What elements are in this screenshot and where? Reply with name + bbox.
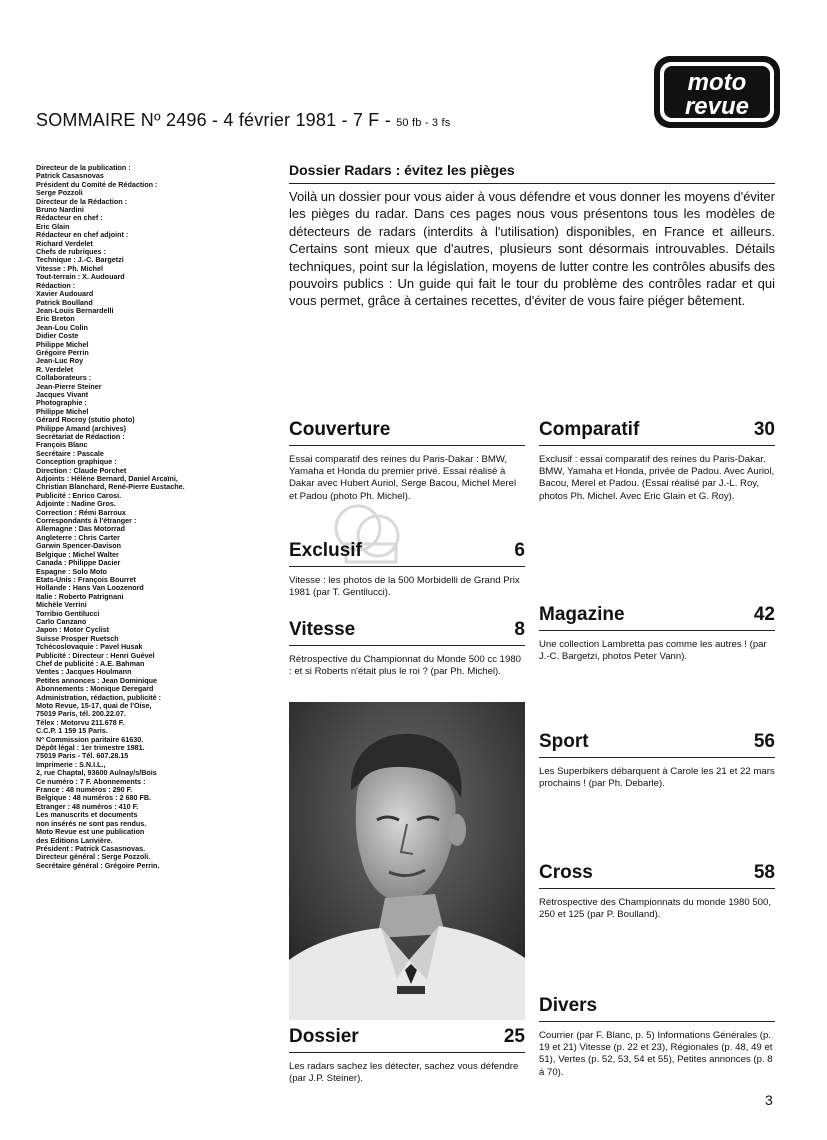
staff-line: Président du Comité de Rédaction : <box>36 180 158 189</box>
staff-line: Jean-Louis Bernardelli <box>36 306 114 315</box>
staff-line: R. Verdelet <box>36 365 74 374</box>
staff-line: Torribio Gentilucci <box>36 609 100 618</box>
section-vitesse-text: Rétrospective du Championnat du Monde 500 cc 1980 : et si Roberts n'était plus le roi ? (par Ph. Michel). <box>289 654 521 678</box>
section-cross-text: Rétrospective des Championnats du monde 1980 500, 250 et 125 (par P. Boulland). <box>539 897 771 921</box>
issue-price-foreign: 50 fb - 3 fs <box>396 117 451 129</box>
staff-line: 75019 Paris - Tél. 607.28.15 <box>36 752 129 761</box>
staff-line: Technique : J.-C. Bargetzi <box>36 256 124 265</box>
staff-line: François Blanc <box>36 441 88 450</box>
section-couverture-text: Essai comparatif des reines du Paris-Dakar : BMW, Yamaha et Honda du premier privé. Essai réalisé à Dakar avec Hubert Auriol, Serge Bacou, Michel Merel et Padou (photo Ph. Michel). <box>289 454 517 502</box>
section-exclusif-header <box>289 540 525 562</box>
staff-line: Michèle Verrini <box>36 601 87 610</box>
section-rule <box>289 445 525 446</box>
section-vitesse-header <box>289 619 525 641</box>
section-dossier-header <box>289 1026 525 1048</box>
staff-line: Conception graphique : <box>36 458 117 467</box>
staff-line: Philippe Michel <box>36 407 89 416</box>
staff-line: Espagne : Solo Moto <box>36 567 108 576</box>
staff-line: Correction : Rémi Barroux <box>36 508 126 517</box>
staff-line: Jean-Lou Colin <box>36 323 88 332</box>
staff-line: Angleterre : Chris Carter <box>36 533 120 542</box>
staff-line: Dépôt légal : 1er trimestre 1981. <box>36 744 145 753</box>
staff-line: Secrétaire : Pascale <box>36 449 104 458</box>
staff-line: Italie : Roberto Patrignani <box>36 592 124 601</box>
section-sport-text: Les Superbikers débarquent à Carole les 21 et 22 mars prochains ! (par Ph. Debarle). <box>539 766 775 790</box>
staff-line: Bruno Nardini <box>36 206 84 215</box>
section-couverture-header <box>289 419 525 441</box>
staff-line: Eric Glain <box>36 222 70 231</box>
staff-line: Secrétariat de Rédaction : <box>36 433 125 441</box>
staff-line: Xavier Audouard <box>36 290 94 299</box>
staff-line: Gérard Rocroy (stutio photo) <box>36 416 135 425</box>
section-rule <box>539 1021 775 1022</box>
staff-line: Christian Blanchard, René-Pierre Eustache. <box>36 483 185 492</box>
staff-line: Suisse Prosper Ruetsch <box>36 634 119 643</box>
staff-line: Garwin Spencer-Davison <box>36 542 122 551</box>
logo-word-moto: moto <box>687 69 747 96</box>
section-rule <box>539 757 775 758</box>
section-page: 30 <box>753 419 775 440</box>
staff-line: Directeur de la Rédaction : <box>36 197 128 206</box>
section-comparatif-text: Exclusif : essai comparatif des reines du Paris-Dakar. BMW, Yamaha et Honda, privée de Padou. Avec Auriol, Bacou, Merel et Padou. (Essai réalisé par J.-L. Roy, photos Ph. Michel. Avec Eric Glain et G. Roy). <box>539 454 775 502</box>
issue-title-text: SOMMAIRE Nº 2496 - 4 février 1981 - 7 F - <box>36 110 397 130</box>
section-title: Couverture <box>289 419 391 440</box>
staff-line: Jean-Luc Roy <box>36 357 84 366</box>
staff-line: Directeur de la publication : <box>36 164 131 172</box>
staff-line: Belgique : Michel Walter <box>36 550 119 559</box>
staff-line: Rédacteur en chef adjoint : <box>36 231 129 240</box>
staff-line: Petites annonces : Jean Dominique <box>36 676 158 685</box>
section-magazine-header <box>539 604 775 626</box>
staff-line: Eric Breton <box>36 315 75 324</box>
staff-line: Chefs de rubriques : <box>36 248 106 257</box>
issue-title <box>36 110 450 131</box>
section-page: 42 <box>753 604 775 625</box>
staff-line: Grégoire Perrin <box>36 348 89 357</box>
staff-line: Correspondants à l'étranger : <box>36 517 137 526</box>
staff-line: Photographie : <box>36 399 87 408</box>
section-rule <box>289 566 525 567</box>
staff-line: 2, rue Chaptal, 93600 Aulnay/s/Bois <box>36 769 157 778</box>
staff-line: Richard Verdelet <box>36 239 93 248</box>
staff-line: France : 48 numéros : 290 F. <box>36 786 133 795</box>
staff-line: Imprimerie : S.N.I.L., <box>36 760 106 769</box>
staff-line: Belgique : 48 numéros : 2 680 FB. <box>36 794 152 803</box>
staff-line: Tout-terrain : X. Audouard <box>36 273 125 282</box>
staff-line: des Editions Larivière. <box>36 836 113 845</box>
staff-line: Allemagne : Das Motorrad <box>36 525 126 534</box>
section-rule <box>289 1052 525 1053</box>
moto-revue-logo <box>652 54 782 130</box>
section-page: 6 <box>514 540 525 561</box>
staff-line: Vitesse : Ph. Michel <box>36 264 103 273</box>
section-title: Sport <box>539 731 589 752</box>
page-number: 3 <box>765 1092 773 1108</box>
staff-line: 75019 Paris, tél. 200.22.07. <box>36 710 126 719</box>
staff-line: Ce numéro : 7 F. Abonnements : <box>36 777 146 786</box>
section-page: 8 <box>514 619 525 640</box>
section-exclusif-text: Vitesse : les photos de la 500 Morbidelli de Grand Prix 1981 (par T. Gentilucci). <box>289 575 520 599</box>
staff-line: Rédacteur en chef : <box>36 214 103 223</box>
staff-line: Les manuscrits et documents <box>36 811 138 820</box>
staff-line: Patrick Casasnovas <box>36 172 104 181</box>
staff-line: Tchécoslovaquie : Pavel Husak <box>36 643 143 652</box>
staff-line: Jacques Vivant <box>36 390 89 399</box>
staff-line: Serge Pozzoli <box>36 189 83 198</box>
section-sport-header <box>539 731 775 753</box>
staff-line: Nº Commission paritaire 61630. <box>36 735 144 744</box>
staff-line: Collaborateurs : <box>36 374 92 383</box>
section-page: 56 <box>753 731 775 752</box>
section-title: Cross <box>539 862 593 883</box>
section-title: Dossier <box>289 1026 359 1047</box>
featured-dossier-text: Voilà un dossier pour vous aider à vous défendre et vous donner les moyens d'éviter les pièges du radar. Dans ces pages nous vous présentons tous les modèles de détecteurs de radars (interdits à l'utilisation) disponibles, en France et ailleurs. Certains sont mieux que d'autres, plusieurs sont désormais introuvables. Détails techniques, point sur la législation, moyens de lutter contre les contrôles abusifs des pouvoirs publics : Un guide qui fait le tour du problème des contrôles radar et qui vous permet, grâce à certaines recettes, d'éviter de vous faire piéger bêtement. <box>289 189 775 309</box>
staff-line: Etats-Unis : François Bourret <box>36 575 136 584</box>
featured-dossier-title: Dossier Radars : évitez les pièges <box>289 162 515 178</box>
staff-line: Hollande : Hans Van Loozenord <box>36 584 144 593</box>
staff-line: Publicité : Enrico Carosi. <box>36 491 122 500</box>
staff-line: Télex : Motorvu 211.678 F. <box>36 718 125 727</box>
staff-line: Secrétaire général : Grégoire Perrin. <box>36 861 160 870</box>
staff-line: Rédaction : <box>36 281 76 290</box>
section-title: Magazine <box>539 604 625 625</box>
section-title: Exclusif <box>289 540 362 561</box>
staff-line: Philippe Amand (archives) <box>36 424 126 433</box>
section-dossier-text: Les radars sachez les détecter, sachez vous défendre (par J.P. Steiner). <box>289 1061 519 1085</box>
staff-line: Carlo Canzano <box>36 617 87 626</box>
staff-line: Japon : Motor Cyclist <box>36 626 110 635</box>
logo-word-revue: revue <box>684 93 750 120</box>
featured-dossier-rule <box>289 183 775 184</box>
staff-line: Président : Patrick Casasnovas. <box>36 844 146 853</box>
section-page: 25 <box>503 1026 525 1047</box>
staff-line: Ventes : Jacques Houlmann <box>36 668 132 677</box>
staff-line: Moto Revue, 15-17, quai de l'Oise, <box>36 702 152 710</box>
staff-line: Directeur général : Serge Pozzoli. <box>36 853 151 862</box>
staff-line: Philippe Michel <box>36 340 89 349</box>
section-title: Divers <box>539 995 598 1016</box>
staff-line: Adjointe : Nadine Gros. <box>36 500 116 509</box>
staff-line: Moto Revue est une publication <box>36 828 145 837</box>
section-rule <box>539 445 775 446</box>
staff-line: Etranger : 48 numéros : 410 F. <box>36 802 139 811</box>
rider-portrait-photo <box>289 702 525 1020</box>
staff-line: C.C.P. 1 159 15 Paris. <box>36 727 108 736</box>
staff-line: Chef de publicité : A.E. Bahman <box>36 659 145 668</box>
staff-line: Abonnements : Monique Deregard <box>36 685 154 694</box>
staff-masthead <box>36 164 268 870</box>
section-magazine-text: Une collection Lambretta pas comme les autres ! (par J.-C. Bargetzi, photos Peter Vann). <box>539 639 767 663</box>
section-title: Vitesse <box>289 619 356 640</box>
staff-line: Publicité : Directeur : Henri Guével <box>36 651 155 660</box>
section-rule <box>539 888 775 889</box>
section-divers-header <box>539 995 775 1017</box>
staff-line: Canada : Philippe Dacier <box>36 559 121 568</box>
section-rule <box>539 630 775 631</box>
section-title: Comparatif <box>539 419 640 440</box>
staff-line: Direction : Claude Porchet <box>36 466 127 475</box>
staff-line: Jean-Pierre Steiner <box>36 382 102 391</box>
section-divers-text: Courrier (par F. Blanc, p. 5) Informations Générales (p. 19 et 21) Vitesse (p. 22 et 23), Régionales (p. 48, 49 et 51), Vertes (p. 52, 53, 54 et 55), Petites annonces (p. 8 à 70). <box>539 1030 773 1078</box>
staff-line: Didier Coste <box>36 332 79 341</box>
staff-line: non insérés ne sont pas rendus. <box>36 819 147 828</box>
section-rule <box>289 645 525 646</box>
staff-line: Adjoints : Hélène Bernard, Daniel Arcaïni, <box>36 475 178 484</box>
staff-line: Patrick Boulland <box>36 298 93 307</box>
section-page: 58 <box>753 862 775 883</box>
staff-line: Administration, rédaction, publicité : <box>36 693 161 702</box>
section-cross-header <box>539 862 775 884</box>
section-comparatif-header <box>539 419 775 441</box>
